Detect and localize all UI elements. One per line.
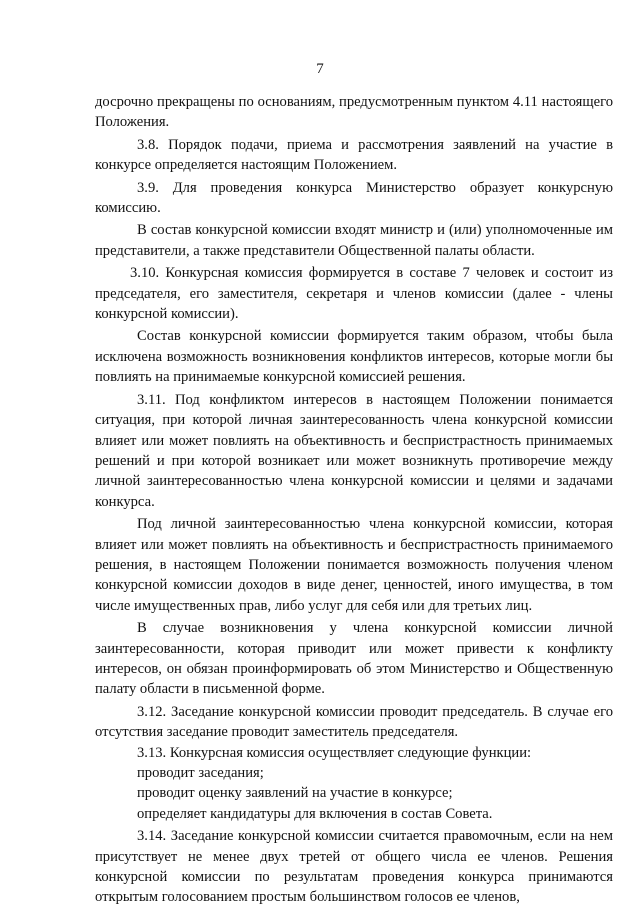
paragraph-commission-composition: В состав конкурсной комиссии входят министр и (или) уполномоченные им представители, а также представители Общественной палаты области. xyxy=(95,222,613,259)
paragraph-3-8: 3.8. Порядок подачи, приема и рассмотрения заявлений на участие в конкурсе определяется настоящим Положением. xyxy=(95,136,613,174)
paragraph-3-10: 3.10. Конкурсная комиссия формируется в составе 7 человек и состоит из председателя, его заместителя, секретаря и членов комиссии (далее - члены конкурсной комиссии). xyxy=(95,265,613,323)
paragraph-continuation: досрочно прекращены по основаниям, предусмотренным пунктом 4.11 настоящего Положения. xyxy=(95,94,613,131)
function-item-meetings: проводит заседания; xyxy=(137,765,264,781)
paragraph-3-14: 3.14. Заседание конкурсной комиссии считается правомочным, если на нем присутствует не менее двух третей от общего числа ее членов. Решения конкурсной комиссии по результатам проведения конкурса принимаются открытым голосованием простым большинством голосов ее членов, xyxy=(95,828,613,906)
paragraph-3-13: 3.13. Конкурсная комиссия осуществляет следующие функции: xyxy=(137,744,532,761)
function-item-evaluation: проводит оценку заявлений на участие в конкурсе; xyxy=(137,785,453,802)
document-body xyxy=(95,92,613,908)
paragraph-personal-interest: Под личной заинтересованностью члена конкурсной комиссии, которая влияет или может повлиять на объективность и беспристрастность принимаемого решения, в настоящем Положении понимается возможность получения членом конкурсной комиссии доходов в виде денег, ценностей, иного имущества, в том числе имущественных прав, либо услуг для себя или для третьих лиц. xyxy=(95,516,613,614)
page-number: 7 xyxy=(316,61,324,77)
paragraph-conflict-notification: В случае возникновения у члена конкурсной комиссии личной заинтересованности, которая приводит или может привести к конфликту интересов, он обязан проинформировать об этом Министерство и Общественную палату области в письменной форме. xyxy=(95,620,613,698)
paragraph-3-9: 3.9. Для проведения конкурса Министерство образует конкурсную комиссию. xyxy=(95,179,613,217)
paragraph-commission-formation: Состав конкурсной комиссии формируется таким образом, чтобы была исключена возможность возникновения конфликтов интересов, которые могли бы повлиять на принимаемые конкурсной комиссией решения. xyxy=(95,328,613,386)
function-item-candidates: определяет кандидатуры для включения в состав Совета. xyxy=(137,805,493,822)
paragraph-3-12: 3.12. Заседание конкурсной комиссии проводит председатель. В случае его отсутствия заседание проводит заместитель председателя. xyxy=(95,703,613,741)
paragraph-3-11: 3.11. Под конфликтом интересов в настоящем Положении понимается ситуация, при которой личная заинтересованность члена конкурсной комиссии влияет или может повлиять на объективность и беспристрастность принимаемых решений и при которой возникает или может возникнуть противоречие между личной заинтересованностью члена конкурсной комиссии и целями и задачами конкурса. xyxy=(95,391,613,510)
